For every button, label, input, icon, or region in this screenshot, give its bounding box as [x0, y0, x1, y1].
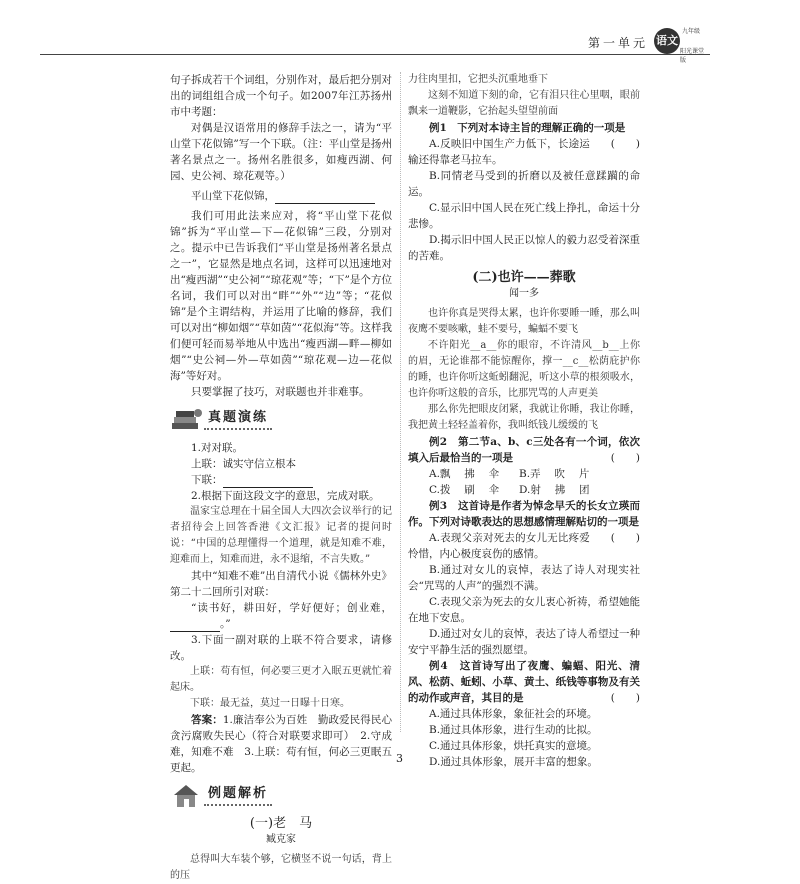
option: C.通过具体形象，烘托真实的意境。 — [429, 740, 598, 752]
header-rule — [40, 54, 710, 55]
section-heading — [170, 782, 392, 810]
poem-text: 不许阳光__a__你的眼帘，不许清风__b__上你的眉，无论谁都不能惊醒你，撑一__c__松荫庇护你的睡，也许你听这蚯蚓翻泥，听这小草的根须吸水，也许你听这般的音乐，比那咒骂的人声更美 — [408, 340, 640, 399]
couplet-line: 下联：最无益，莫过一日曝十日寒。 — [190, 698, 350, 709]
badge-subject: 语文 — [654, 28, 680, 54]
unit-label: 第一单元 — [588, 36, 649, 50]
paragraph: 对偶是汉语常用的修辞手法之一，请为“平山堂下花似锦”写一个下联。（注：平山堂是扬州著名景点之一。扬州名胜很多，如瘦西湖、何园、史公祠、琼花观等。） — [170, 122, 392, 182]
couplet-line: 下联： — [170, 472, 392, 488]
option: A.飘 拂 伞 — [429, 468, 500, 480]
poem-title: (二)也许——葬歌 — [472, 270, 576, 285]
poem-title: (一)老 马 — [249, 816, 313, 831]
option: D.射 拂 团 — [519, 484, 590, 496]
option: B.通过对女儿的哀悼，表达了诗人对现实社会“咒骂的人声”的强烈不满。 — [408, 564, 640, 592]
house-icon — [170, 783, 204, 809]
question: 1.对对联。 — [191, 442, 244, 454]
poem-text: 这刻不知道下刻的命，它有泪只往心里咽，眼前飘来一道鞭影，它抬起头望望前面 — [408, 90, 640, 117]
left-column — [170, 72, 403, 884]
option: A.表现父亲对死去的女儿无比疼爱怜惜，内心极度哀伤的感情。 — [408, 532, 590, 560]
question: 2.根据下面这段文字的意思，完成对联。 — [191, 490, 380, 502]
poem-text: 那么你先把眼皮闭紧，我就让你睡，我让你睡，我把黄土轻轻盖着你，我叫纸钱儿缓缓的飞 — [408, 404, 640, 431]
right-column — [408, 72, 640, 770]
poem-text: 也许你真是哭得太累，也许你要睡一睡，那么叫夜鹰不要咳嗽，蛙不要号，蝙蝠不要飞 — [408, 308, 640, 335]
option: D.揭示旧中国人民正以惊人的毅力忍受着深重的苦难。 — [408, 234, 640, 262]
paragraph: 我们可用此法来应对，将“平山堂下花似锦”拆为“平山堂—下—花似锦”三段，分别对之。提示中已告诉我们“平山堂是扬州著名景点之一”，它显然是地点名词，这样可以迅速地对出“瘦西湖”“史公祠”“琼花观”等；“下”是个方位名词，我们可以对出“畔”“外”“边”等；“花似锦”是个主谓结构，并运用了比喻的修辞，我们可以对出“柳如烟”“草如茵”“花似海”等。这样我们便可轻而易举地从中选出“瘦西湖—畔—柳如烟”“史公祠—外—草如茵”“琼花观—边—花似海”等好对。 — [170, 210, 392, 382]
option-row — [408, 466, 640, 482]
paragraph: 只要掌握了技巧，对联题也并非难事。 — [191, 386, 370, 398]
option: D.通过具体形象，展开丰富的想象。 — [429, 756, 598, 768]
option: C.显示旧中国人民在死亡线上挣扎，命运十分悲惨。 — [408, 202, 640, 230]
section-title: 例题解析 — [204, 786, 272, 806]
section-heading — [170, 406, 392, 434]
column-divider — [400, 72, 401, 732]
couplet-line: “读书好，耕田好，学好便好；创业难，。” — [170, 600, 392, 632]
page-header — [40, 28, 760, 64]
couplet-line: 上联：诚实守信立根本 — [191, 458, 296, 470]
option: C.拨 刷 伞 — [429, 484, 500, 496]
option-row — [408, 482, 640, 498]
poem-text: 总得叫大车装个够，它横竖不说一句话，背上的压 — [170, 854, 392, 881]
books-icon — [170, 407, 204, 433]
option: A.反映旧中国生产力低下，长途运输还得靠老马拉车。 — [408, 138, 590, 166]
poem-author: 臧克家 — [266, 834, 296, 845]
example-question: 例4 这首诗写出了夜鹰、蝙蝠、阳光、清风、松荫、蚯蚓、小草、黄土、纸钱等事物及有关的动作或声音，其目的是 ( ) — [408, 660, 640, 704]
answer-blank — [170, 621, 220, 632]
option: B.同情老马受到的折磨以及被任意蹂躏的命运。 — [408, 170, 640, 198]
option: B.通过具体形象，进行生动的比拟。 — [429, 724, 598, 736]
poem-author: 闻一多 — [509, 288, 539, 299]
option: A.通过具体形象，象征社会的环境。 — [429, 708, 598, 720]
answer: 答案：1.廉洁奉公为百姓 勤政爱民得民心 贪污腐败失民心（符合对联要求即可） 2.守成难，知难不难 3.上联：苟有恒，何必三更眠五更起。 — [170, 714, 403, 774]
poem-text: 力往肉里扣，它把头沉重地垂下 — [408, 74, 548, 85]
paragraph — [170, 188, 392, 204]
quote-text: 温家宝总理在十届全国人大四次会议举行的记者招待会上回答香港《文汇报》记者的提问时说：“中国的总理懂得一个道理，就是知难不难，迎难而上，知难而进，永不退缩，不言失败。” — [170, 506, 392, 565]
option: B.弄 吹 片 — [519, 468, 590, 480]
subject-badge — [642, 28, 706, 64]
option: D.通过对女儿的哀悼，表达了诗人希望过一种安宁平静生活的强烈愿望。 — [408, 628, 640, 656]
example-question: 例3 这首诗是作者为悼念早夭的长女立瑛而作。下列对诗歌表达的思想感情理解贴切的一项是 ( ) — [408, 500, 640, 544]
example-question: 例2 第二节a、b、c三处各有一个词，依次填入后最恰当的一项是 ( ) — [408, 436, 640, 464]
paragraph: 句子拆成若干个词组，分别作对，最后把分别对出的词组组合成一个句子。如2007年江苏扬州市中考题： — [170, 74, 392, 118]
option: C.表现父亲为死去的女儿衷心祈祷，希望她能在地下安息。 — [408, 596, 640, 624]
question: 3.下面一副对联的上联不符合要求，请修改。 — [170, 634, 392, 662]
badge-grade: 九年级 — [682, 28, 701, 35]
paragraph: 其中“知难不难”出自清代小说《儒林外史》第二十二回所引对联： — [170, 570, 392, 598]
badge-edition: 阳光课堂版 — [680, 48, 705, 64]
couplet-line: 上联：苟有恒，何必要三更才入眠五更就忙着起床。 — [170, 666, 392, 693]
example-question: 例1 下列对本诗主旨的理解正确的一项是 ( ) — [429, 122, 640, 150]
couplet-upper: 平山堂下花似锦， — [191, 190, 275, 202]
section-title: 真题演练 — [204, 410, 272, 430]
answer-blank — [275, 193, 375, 204]
answer-blank — [223, 477, 313, 488]
page-number: 3 — [396, 752, 403, 765]
